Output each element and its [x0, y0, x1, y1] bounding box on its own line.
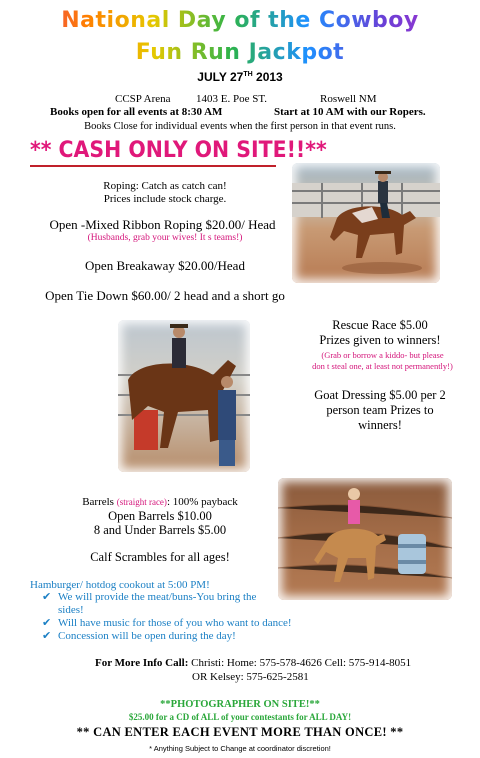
- roper-horse-image: [292, 163, 440, 283]
- under-8-barrels: 8 and Under Barrels $5.00: [93, 523, 227, 537]
- cash-only-banner: ** CASH ONLY ON SITE!!**: [30, 138, 327, 163]
- mixed-roping: Open -Mixed Ribbon Roping $20.00/ Head: [49, 217, 276, 232]
- rescue-line-1: Rescue Race $5.00: [332, 318, 428, 332]
- tie-down-image: [118, 320, 250, 472]
- tie-down: Open Tie Down $60.00/ 2 head and a short go: [45, 288, 285, 303]
- cookout-item: [40, 604, 340, 617]
- venue-city: Roswell NM: [320, 93, 377, 105]
- rescue-line-2: Prizes given to winners!: [319, 333, 441, 347]
- contact-line-1: [95, 657, 411, 669]
- books-open: Books open for all events at 8:30 AM: [50, 106, 223, 118]
- check-icon: ✔: [42, 630, 52, 642]
- photographer-title: **PHOTOGRAPHER ON SITE!**: [160, 699, 320, 710]
- barrels-prices: [50, 509, 270, 537]
- cash-only-underline: [30, 165, 276, 167]
- barrels-note: (straight race): [116, 497, 167, 507]
- event-date: [0, 70, 480, 84]
- cookout-item: [40, 591, 340, 604]
- contact-label: For More Info Call:: [95, 657, 189, 669]
- rescue-note-2: don t steal one, at least not permanently!): [312, 361, 453, 371]
- date-year: 2013: [256, 70, 283, 84]
- roping-line-2: Prices include stock charge.: [103, 193, 227, 205]
- goat-dressing: [300, 388, 460, 433]
- barrels-payback: : 100% payback: [166, 496, 238, 508]
- rescue-note: [290, 350, 475, 372]
- barrels-line: [50, 496, 270, 508]
- enter-each-event: ** CAN ENTER EACH EVENT MORE THAN ONCE! **: [76, 725, 404, 739]
- cookout-item: [40, 617, 340, 630]
- contact-line-2: OR Kelsey: 575-625-2581: [192, 671, 309, 683]
- books-close: Books Close for individual events when the first person in that event runs.: [84, 121, 396, 132]
- cookout-item: [40, 630, 340, 643]
- cookout-title: Hamburger/ hotdog cookout at 5:00 PM!: [30, 579, 210, 591]
- roping-intro: [40, 180, 290, 206]
- cookout-list: [40, 591, 340, 643]
- date-sup: TH: [243, 71, 253, 78]
- photographer-offer: $25.00 for a CD of ALL of your contestants for ALL DAY!: [128, 712, 352, 722]
- goat-line-2: person team Prizes to: [326, 403, 434, 417]
- breakaway: Open Breakaway $20.00/Head: [85, 258, 245, 273]
- goat-line-1: Goat Dressing $5.00 per 2: [314, 388, 446, 402]
- cookout-item-text: sides!: [58, 604, 84, 616]
- check-icon: ✔: [42, 591, 52, 603]
- roping-photo: [292, 163, 440, 283]
- rescue-note-1: (Grab or borrow a kiddo- but please: [321, 350, 444, 360]
- title-line-1: National Day of the Cowboy: [0, 8, 480, 33]
- cookout-item-text: Concession will be open during the day!: [58, 630, 236, 642]
- open-barrels: Open Barrels $10.00: [108, 509, 212, 523]
- start-time: Start at 10 AM with our Ropers.: [274, 106, 426, 118]
- barrel-racer-image: [278, 478, 452, 600]
- tie-down-photo: [118, 320, 250, 472]
- venue-arena: CCSP Arena: [115, 93, 171, 105]
- contact-phones: Christi: Home: 575-578-4626 Cell: 575-914-8051: [191, 657, 412, 669]
- cookout-item-text: Will have music for those of you who want to dance!: [58, 617, 292, 629]
- title-line-2: Fun Run Jackpot: [0, 40, 480, 65]
- roping-line-1: Roping: Catch as catch can!: [103, 180, 227, 192]
- disclaimer: * Anything Subject to Change at coordinator discretion!: [149, 744, 331, 753]
- rescue-race: [300, 318, 460, 348]
- check-icon: ✔: [42, 617, 52, 629]
- barrels-label: Barrels: [82, 496, 114, 508]
- goat-line-3: winners!: [358, 418, 402, 432]
- venue-address: 1403 E. Poe ST.: [196, 93, 267, 105]
- cookout-item-text: We will provide the meat/buns-You bring the: [58, 591, 257, 603]
- barrels-photo: [278, 478, 452, 600]
- date-text: JULY 27: [197, 70, 244, 84]
- calf-scrambles: Calf Scrambles for all ages!: [90, 550, 230, 564]
- mixed-roping-note: (Husbands, grab your wives! It s teams!): [87, 233, 243, 243]
